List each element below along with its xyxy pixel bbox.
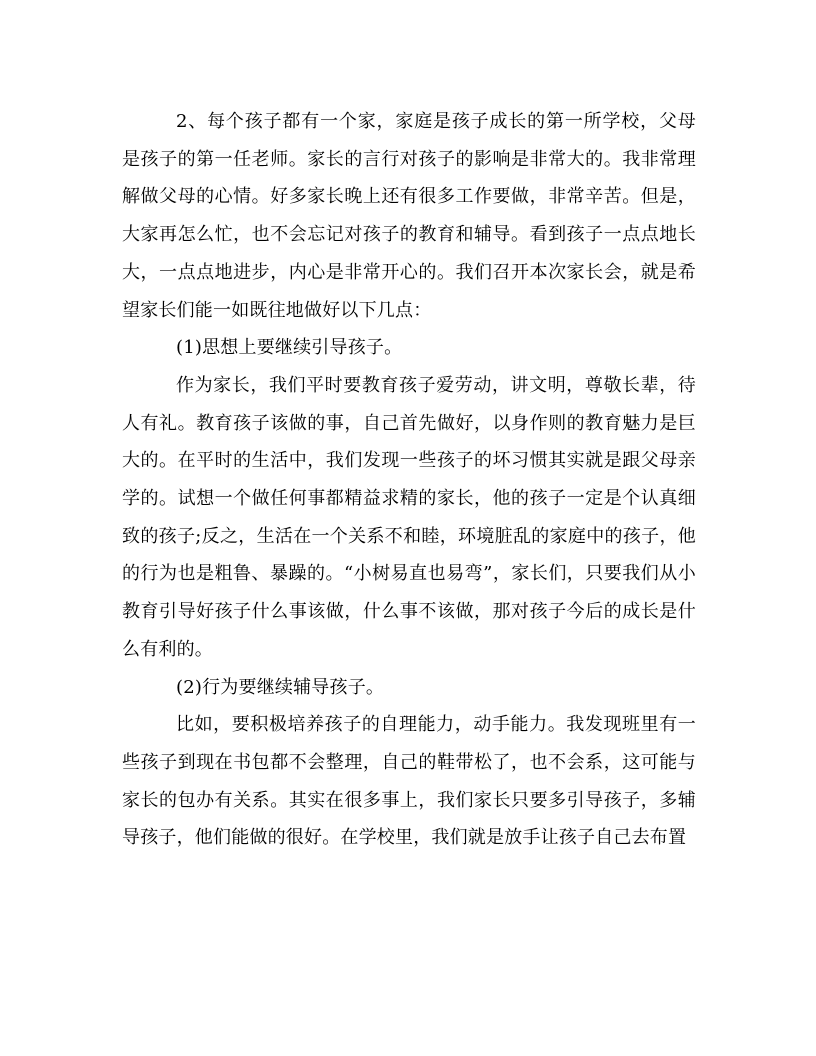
paragraph-heading-1: (1)思想上要继续引导孩子。 (176, 337, 403, 359)
paragraph-intro: 2、每个孩子都有一个家，家庭是孩子成长的第一所学校，父母是孩子的第一任老师。家长的言行对孩子的影响是非常大的。我非常理解做父母的心情。好多家长晚上还有很多工作要做，非常辛苦。但是，大家再怎么忙，也不会忘记对孩子的教育和辅导。看到孩子一点点地长大，一点点地进步，内心是非常开心的。我们召开本次家长会，就是希望家长们能一如既往地做好以下几点： (122, 111, 696, 321)
paragraph-self-care: 比如，要积极培养孩子的自理能力，动手能力。我发现班里有一些孩子到现在书包都不会整理，自己的鞋带松了，也不会系，这可能与家长的包办有关系。其实在很多事上，我们家长只要多引导孩子，多辅导孩子，他们能做的很好。在学校里，我们就是放手让孩子自己去布置 (122, 714, 696, 849)
document-body (122, 103, 696, 857)
paragraph-guidance: 作为家长，我们平时要教育孩子爱劳动，讲文明，尊敬长辈，待人有礼。教育孩子该做的事，自己首先做好，以身作则的教育魅力是巨大的。在平时的生活中，我们发现一些孩子的坏习惯其实就是跟父母亲学的。试想一个做任何事都精益求精的家长，他的孩子一定是个认真细致的孩子;反之，生活在一个关系不和睦，环境脏乱的家庭中的孩子，他的行为也是粗鲁、暴躁的。“小树易直也易弯”，家长们，只要我们从小教育引导好孩子什么事该做，什么事不该做，那对孩子今后的成长是什么有利的。 (122, 374, 696, 660)
paragraph-heading-2: (2)行为要继续辅导孩子。 (176, 676, 385, 698)
